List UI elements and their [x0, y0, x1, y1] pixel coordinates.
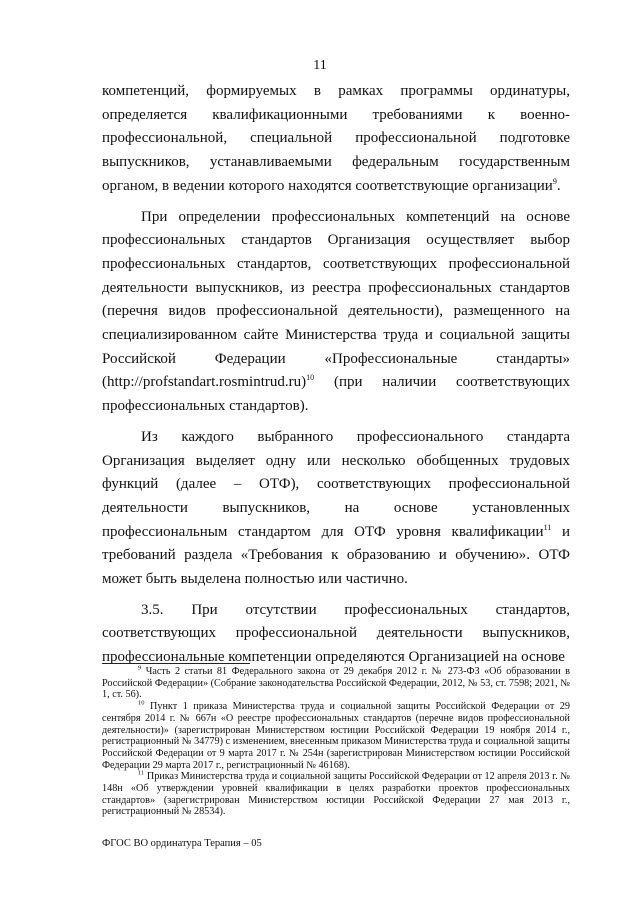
paragraph: Из каждого выбранного профессионального стандарта Организация выделяет одну или несколько обобщенных трудовых функций (далее – ОТФ), соответствующих профессиональной деятельности выпускников, на основе установленных профессиональным стандартом для ОТФ уровня квалификации$^{11}$ и требований раздела «Требования к образованию и обучению». ОТФ может быть выделена полностью или частично.	[102, 428, 570, 588]
paragraph: компетенций, формируемых в рамках программы ординатуры, определяется квалификационными требованиями к военно-профессиональной, специальной профессиональной подготовке выпускников, устанавливаемыми федеральным государственным органом, в ведении которого находятся соответствующие организации$^9$.	[102, 83, 570, 194]
page-number: 11	[313, 58, 327, 73]
page-footer: ФГОС ВО ординатура Терапия – 05	[102, 838, 262, 849]
document-body	[102, 80, 570, 670]
paragraph: При определении профессиональных компетенций на основе профессиональных стандартов Организация осуществляет выбор профессиональных стандартов, соответствующих профессиональной деятельности выпускников, из реестра профессиональных стандартов (перечня видов профессиональной деятельности), размещенного на специализированном сайте Министерства труда и социальной защиты Российской Федерации «Профессиональные стандарты» (http://profstandart.rosmintrud.ru)$^{10}$ (при наличии соответствующих профессиональных стандартов).	[102, 208, 570, 415]
footnote: $^9$ Часть 2 статьи 81 Федерального закона от 29 декабря 2012 г. № 273-ФЗ «Об образовании в Российской Федерации» (Собрание законодательства Российской Федерации, 2012, № 53, ст. 7598; 2021, № 1, ст. 56).	[102, 664, 570, 701]
footnote: $^{11}$ Приказ Министерства труда и социальной защиты Российской Федерации от 12 апреля 2013 г. № 148н «Об утверждении уровней квалификации в целях разработки проектов профессиональных стандартов» (зарегистрирован Министерством юстиции Российской Федерации 27 мая 2013 г., регистрационный № 28534).	[102, 769, 570, 818]
footnote-ref[interactable]: 9	[552, 176, 557, 186]
footnotes	[102, 666, 570, 818]
footnote-ref[interactable]: 10	[306, 373, 315, 383]
footnote: $^{10}$ Пункт 1 приказа Министерства труда и социальной защиты Российской Федерации от 29 сентября 2014 г. № 667н «О реестре профессиональных стандартов (перечне видов профессиональной деятельности)» (зарегистрирован Министерством юстиции Российской Федерации 19 ноября 2014 г., регистрационный № 34779) с изменением, внесенным приказом Министерства труда и социальной защиты Российской Федерации от 9 марта 2017 г. № 254н (зарегистрирован Министерством юстиции Российской Федерации 29 марта 2017 г., регистрационный № 46168).	[102, 699, 570, 771]
footnote-separator	[102, 663, 250, 664]
paragraph: 3.5. При отсутствии профессиональных стандартов, соответствующих профессиональной деятельности выпускников, профессиональные компетенции определяются Организацией на основе	[102, 601, 570, 666]
footnote-ref[interactable]: 11	[543, 522, 552, 532]
